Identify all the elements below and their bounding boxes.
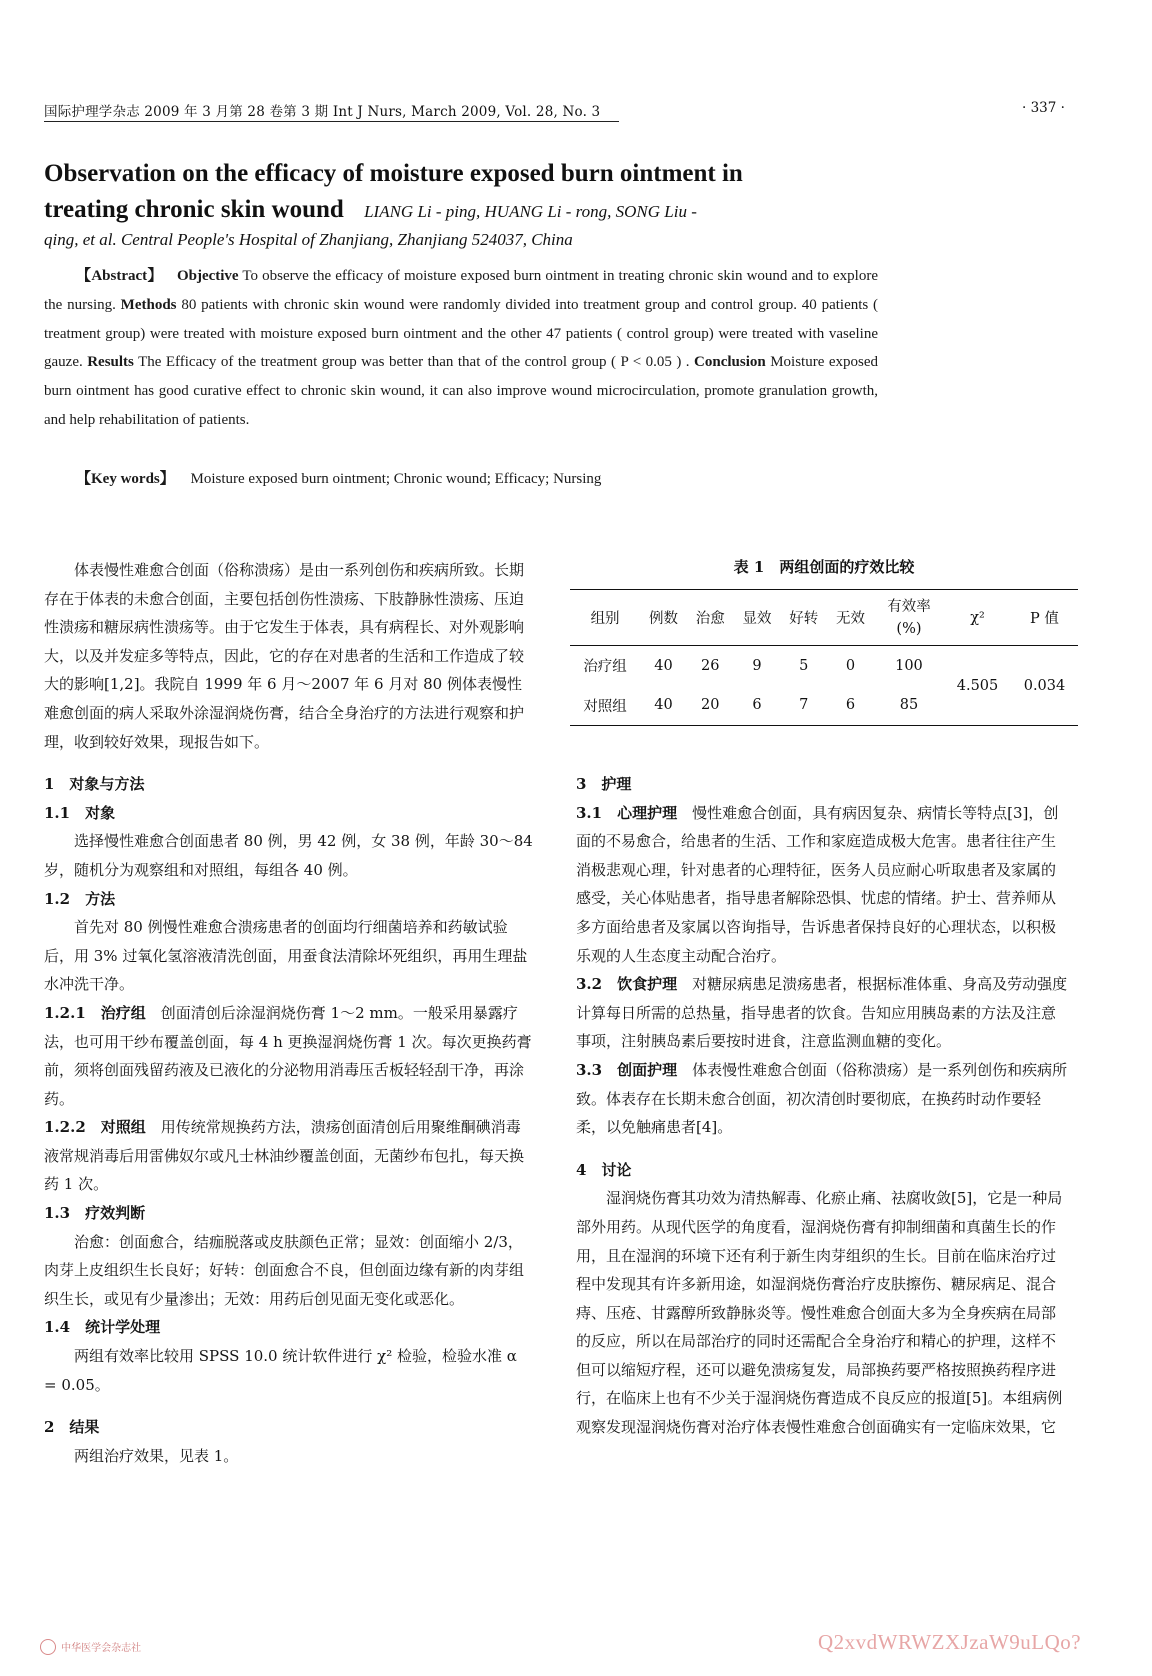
keywords <box>44 465 878 494</box>
header-marked: 显效 <box>742 611 772 627</box>
paragraph-2: 两组治疗效果，见表 1。 <box>74 1446 239 1465</box>
cell: 40 <box>654 697 673 714</box>
chi2-value: 4.505 <box>956 677 999 694</box>
right-column <box>576 770 1070 1442</box>
header-chi2: χ² <box>970 609 985 626</box>
keywords-text: Moisture exposed burn ointment; Chronic wound; Efficacy; Nursing <box>190 471 602 487</box>
cell: 9 <box>752 657 762 674</box>
title-line-1: Observation on the efficacy of moisture exposed burn ointment in <box>44 160 743 187</box>
cell: 治疗组 <box>583 659 627 676</box>
header-p: P 值 <box>1030 611 1059 627</box>
cell: 0 <box>845 657 856 674</box>
header-rule <box>44 121 619 122</box>
cell: 40 <box>654 657 673 674</box>
section-1-2-heading: 1.2 方法 <box>44 889 116 908</box>
section-2-heading: 2 结果 <box>44 1418 100 1437</box>
english-title <box>44 156 743 230</box>
paragraph-1-1: 选择慢性难愈合创面患者 80 例，男 42 例，女 38 例，年龄 30～84 岁，随机分为观察组和对照组，每组各 40 例。 <box>44 832 533 879</box>
title-line-2: treating chronic skin wound <box>44 196 344 223</box>
p-value: 0.034 <box>1023 677 1066 694</box>
table-row <box>570 646 1078 686</box>
abstract-label: 【Abstract】 <box>76 268 163 284</box>
intro-paragraph: 体表慢性难愈合创面（俗称溃疡）是由一系列创伤和疾病所致。长期存在于体表的未愈合创面，主要包括创伤性溃疡、下肢静脉性溃疡、压迫性溃疡和糖尿病性溃疡等。由于它发生于体表，具有病程长、对外观影响大，以及并发症多等特点，因此，它的存在对患者的生活和工作造成了较大的影响[1,2]。我院自 1999 年 6 月～2007 年 6 月对 80 例体表慢性难愈创面的病人采取外涂湿润烧伤膏，结合全身治疗的方法进行观察和护理，收到较好效果，现报告如下。 <box>44 561 525 751</box>
conclusion-label: Conclusion <box>694 354 766 371</box>
header-cured: 治愈 <box>695 611 725 627</box>
cell: 对照组 <box>583 698 627 715</box>
section-1-heading: 1 对象与方法 <box>44 775 145 794</box>
cell: 6 <box>752 697 762 714</box>
table-caption: 表 1 两组创面的疗效比较 <box>733 558 915 576</box>
objective-label: Objective <box>176 268 239 284</box>
running-header: 国际护理学杂志 2009 年 3 月第 28 卷第 3 期 Int J Nurs, March 2009, Vol. 28, No. 3 <box>44 104 601 120</box>
cell: 5 <box>799 657 809 674</box>
paragraph-1-3: 治愈：创面愈合，结痂脱落或皮肤颜色正常；显效：创面缩小 2/3，肉芽上皮组织生长良好；好转：创面愈合不良，但创面边缘有新的肉芽组织生长，或见有少量渗出；无效：用药后创见面无变化或恶化。 <box>44 1232 525 1308</box>
results-label: Results <box>87 354 134 371</box>
cell: 85 <box>899 697 919 714</box>
cell: 26 <box>701 657 720 674</box>
header-group: 组别 <box>590 611 620 627</box>
authors-affiliation: qing, et al. Central People's Hospital of Zhanjiang, Zhanjiang 524037, China <box>44 230 573 249</box>
objective-text: To observe the efficacy of moisture exposed burn ointment in treating chronic skin wound and to explore the nursing. <box>44 268 879 313</box>
section-1-1-heading: 1.1 对象 <box>44 803 116 822</box>
methods-text: 80 patients with chronic skin wound were randomly divided into treatment group and control group. 40 patients ( treatment group) were treated with moisture exposed burn ointment and the other 47 patients ( control group) were treated with vaseline gauze. <box>44 296 879 371</box>
paragraph-1-4: 两组有效率比较用 SPSS 10.0 统计软件进行 χ² 检验，检验水准 α = 0.05。 <box>44 1347 517 1394</box>
cell: 20 <box>701 697 720 714</box>
table-header-row <box>570 590 1078 646</box>
section-3-heading: 3 护理 <box>576 775 632 793</box>
publisher-logo-text: 中华医学会杂志社 <box>61 1643 142 1654</box>
section-1-3-heading: 1.3 疗效判断 <box>44 1204 146 1223</box>
abstract <box>44 262 878 435</box>
paragraph-1-2-2: 1.2.2 对照组 用传统常规换药方法，溃疡创面清创后用聚维酮碘消毒液常规消毒后用雷佛奴尔或凡士林油纱覆盖创面，无菌纱布包扎，每天换药 1 次。 <box>44 1118 525 1194</box>
header-count: 例数 <box>649 611 679 627</box>
section-4-heading: 4 讨论 <box>576 1160 632 1179</box>
paragraph-1-2: 首先对 80 例慢性难愈合溃疡患者的创面均行细菌培养和药敏试验后，用 3% 过氧化氢溶液清洗创面，用蚕食法清除坏死组织，再用生理盐水冲洗干净。 <box>44 918 528 994</box>
table-1 <box>570 556 1078 726</box>
paragraph-4: 湿润烧伤膏其功效为清热解毒、化瘀止痛、祛腐收敛[5]，它是一种局部外用药。从现代医学的角度看，湿润烧伤膏有抑制细菌和真菌生长的作用，且在湿润的环境下还有利于新生肉芽组织的生长。目前在临床治疗过程中发现其有许多新用途，如湿润烧伤膏治疗皮肤擦伤、糖尿病足、混合痔、压疮、甘露醇所致静脉炎等。慢性难愈合创面大多为全身疾病在局部的反应，所以在局部治疗的同时还需配合全身治疗和精心的护理，这样不但可以缩短疗程，还可以避免溃疡复发，局部换药要严格按照换药程序进行，在临床上也有不少关于湿润烧伤膏造成不良反应的报道[5]。本组病例观察发现湿润烧伤膏对治疗体表慢性难愈合创面确实有一定临床效果，它 <box>576 1189 1063 1437</box>
seal-icon <box>40 1639 56 1655</box>
results-text: The Efficacy of the treatment group was better than that of the control group ( P < 0.05 ) . <box>138 354 690 371</box>
keywords-label: 【Key words】 <box>76 471 175 487</box>
section-1-4-heading: 1.4 统计学处理 <box>44 1318 161 1337</box>
efficacy-table <box>570 589 1078 726</box>
authors-line-1: LIANG Li - ping, HUANG Li - rong, SONG Liu - <box>364 202 697 221</box>
header-ineffective: 无效 <box>836 611 866 627</box>
header-improved: 好转 <box>789 611 819 627</box>
page-number: · 337 · <box>1022 100 1065 116</box>
paragraph-3-1: 3.1 心理护理 慢性难愈合创面，具有病因复杂、病情长等特点[3]，创面的不易愈合，给患者的生活、工作和家庭造成极大危害。患者往往产生消极悲观心理，针对患者的心理特征，医务人员应耐心听取患者及家属的感受，关心体贴患者，指导患者解除恐惧、忧虑的情绪。护士、营养师从多方面给患者及家属以咨询指导，告诉患者保持良好的心理状态，以积极乐观的人生态度主动配合治疗。 <box>576 803 1059 965</box>
conclusion-text: Moisture exposed burn ointment has good curative effect to chronic skin wound, it can also improve wound microcirculation, promote granulation growth, and help rehabilitation of patients. <box>44 354 878 428</box>
cell: 100 <box>895 657 923 674</box>
cell: 6 <box>845 697 856 714</box>
methods-label: Methods <box>120 296 177 313</box>
cell: 7 <box>799 697 809 714</box>
publisher-logo <box>40 1636 141 1655</box>
header-efficacy-rate: 有效率 (%) <box>887 598 931 637</box>
paragraph-1-2-1: 1.2.1 治疗组 创面清创后涂湿润烧伤膏 1～2 mm。一般采用暴露疗法，也可用干纱布覆盖创面，每 4 h 更换湿润烧伤膏 1 次。每次更换药膏前，须将创面残留药液及已液化的分泌物用消毒压舌板轻轻刮干净，再涂药。 <box>44 1003 532 1108</box>
paragraph-3-2: 3.2 饮食护理 对糖尿病患足溃疡患者，根据标准体重、身高及劳动强度计算每日所需的总热量，指导患者的饮食。告知应用胰岛素的方法及注意事项，注射胰岛素后要按时进食，注意监测血糖的变化。 <box>576 975 1068 1051</box>
paragraph-3-3: 3.3 创面护理 体表慢性难愈合创面（俗称溃疡）是一系列创伤和疾病所致。体表存在长期未愈合创面，初次清创时要彻底，在换药时动作要轻柔，以免触痛患者[4]。 <box>576 1060 1068 1137</box>
watermark: Q2xvdWRWZXJzaW9uLQo? <box>818 1630 1082 1654</box>
left-column <box>44 556 534 1470</box>
